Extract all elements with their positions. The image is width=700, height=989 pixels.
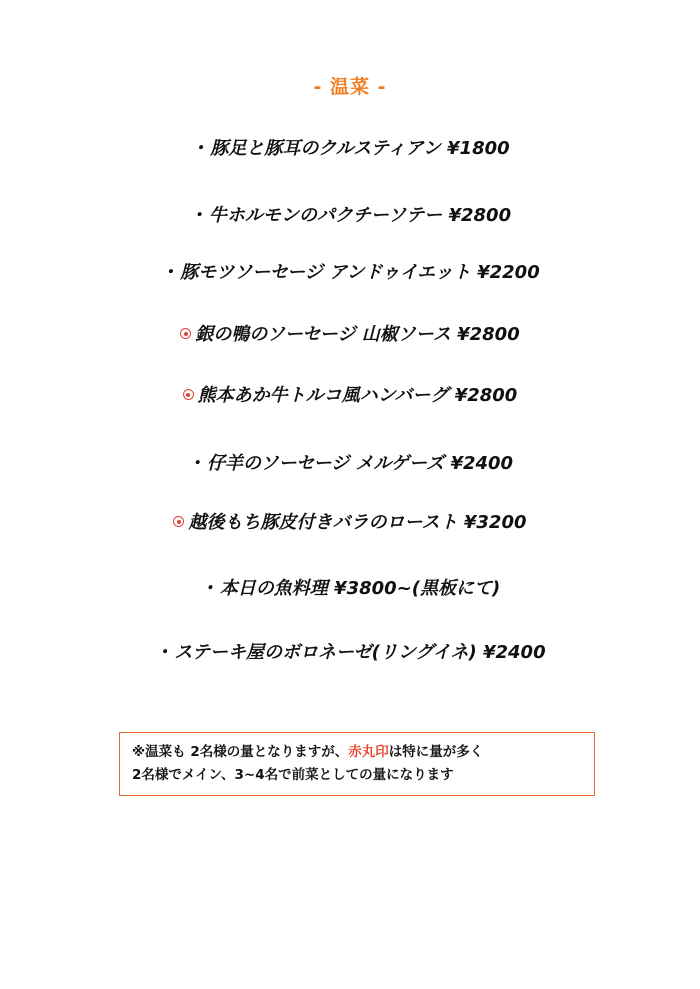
note-text: ※温菜も 2名様の量となりますが、 [132,744,349,760]
menu-item [0,136,700,162]
note-line-1 [132,741,582,764]
bullet-dot: ・ [154,642,173,663]
menu-item-name: 銀の鴨のソーセージ 山椒ソース [195,324,451,345]
menu-item [0,260,700,286]
menu-item-price: ¥2400 [482,642,546,663]
note-line-2: 2名様でメイン、3~4名で前菜としての量になります [132,767,454,783]
red-circle-icon [180,328,191,339]
section-title: - 温菜 - [313,76,387,98]
menu-item [0,203,700,229]
portion-note [119,732,595,796]
menu-item-price: ¥3200 [463,512,527,533]
menu-item-price: ¥1800 [447,138,510,159]
menu-item-name: 仔羊のソーセージ メルゲーズ [206,453,445,474]
menu-item-price: ¥2800 [454,385,518,406]
menu-item [0,640,700,666]
menu-item-price: ¥3800~(黒板にて) [334,578,501,599]
menu-item-featured [0,383,700,409]
menu-item-name: 越後もち豚皮付きバラのロースト [188,512,458,533]
bullet-dot: ・ [190,138,209,159]
menu-item-name: 豚モツソーセージ アンドゥイエット [180,262,471,283]
menu-item [0,576,700,602]
menu-item-price: ¥2200 [477,262,540,283]
menu-item-name: 豚足と豚耳のクルスティアン [210,138,441,159]
menu-item-name: ステーキ屋のボロネーゼ(リングイネ) [174,642,477,663]
note-highlight: 赤丸印 [348,744,389,760]
menu-item-price: ¥2800 [448,205,512,226]
menu-item-price: ¥2400 [450,453,514,474]
menu-item-featured [0,322,700,348]
menu-item-price: ¥2800 [457,324,520,345]
bullet-dot: ・ [188,205,207,226]
menu-item-name: 本日の魚料理 [219,578,328,599]
bullet-dot: ・ [186,453,205,474]
bullet-dot: ・ [160,262,179,283]
menu-item-featured [0,510,700,536]
bullet-dot: ・ [199,578,218,599]
menu-item-name: 熊本あか牛トルコ風ハンバーグ [197,385,449,406]
menu-item [0,451,700,477]
menu-item-name: 牛ホルモンのパクチーソテー [208,205,443,226]
note-text: は特に量が多く [388,744,484,760]
red-circle-icon [173,516,184,527]
red-circle-icon [183,389,194,400]
